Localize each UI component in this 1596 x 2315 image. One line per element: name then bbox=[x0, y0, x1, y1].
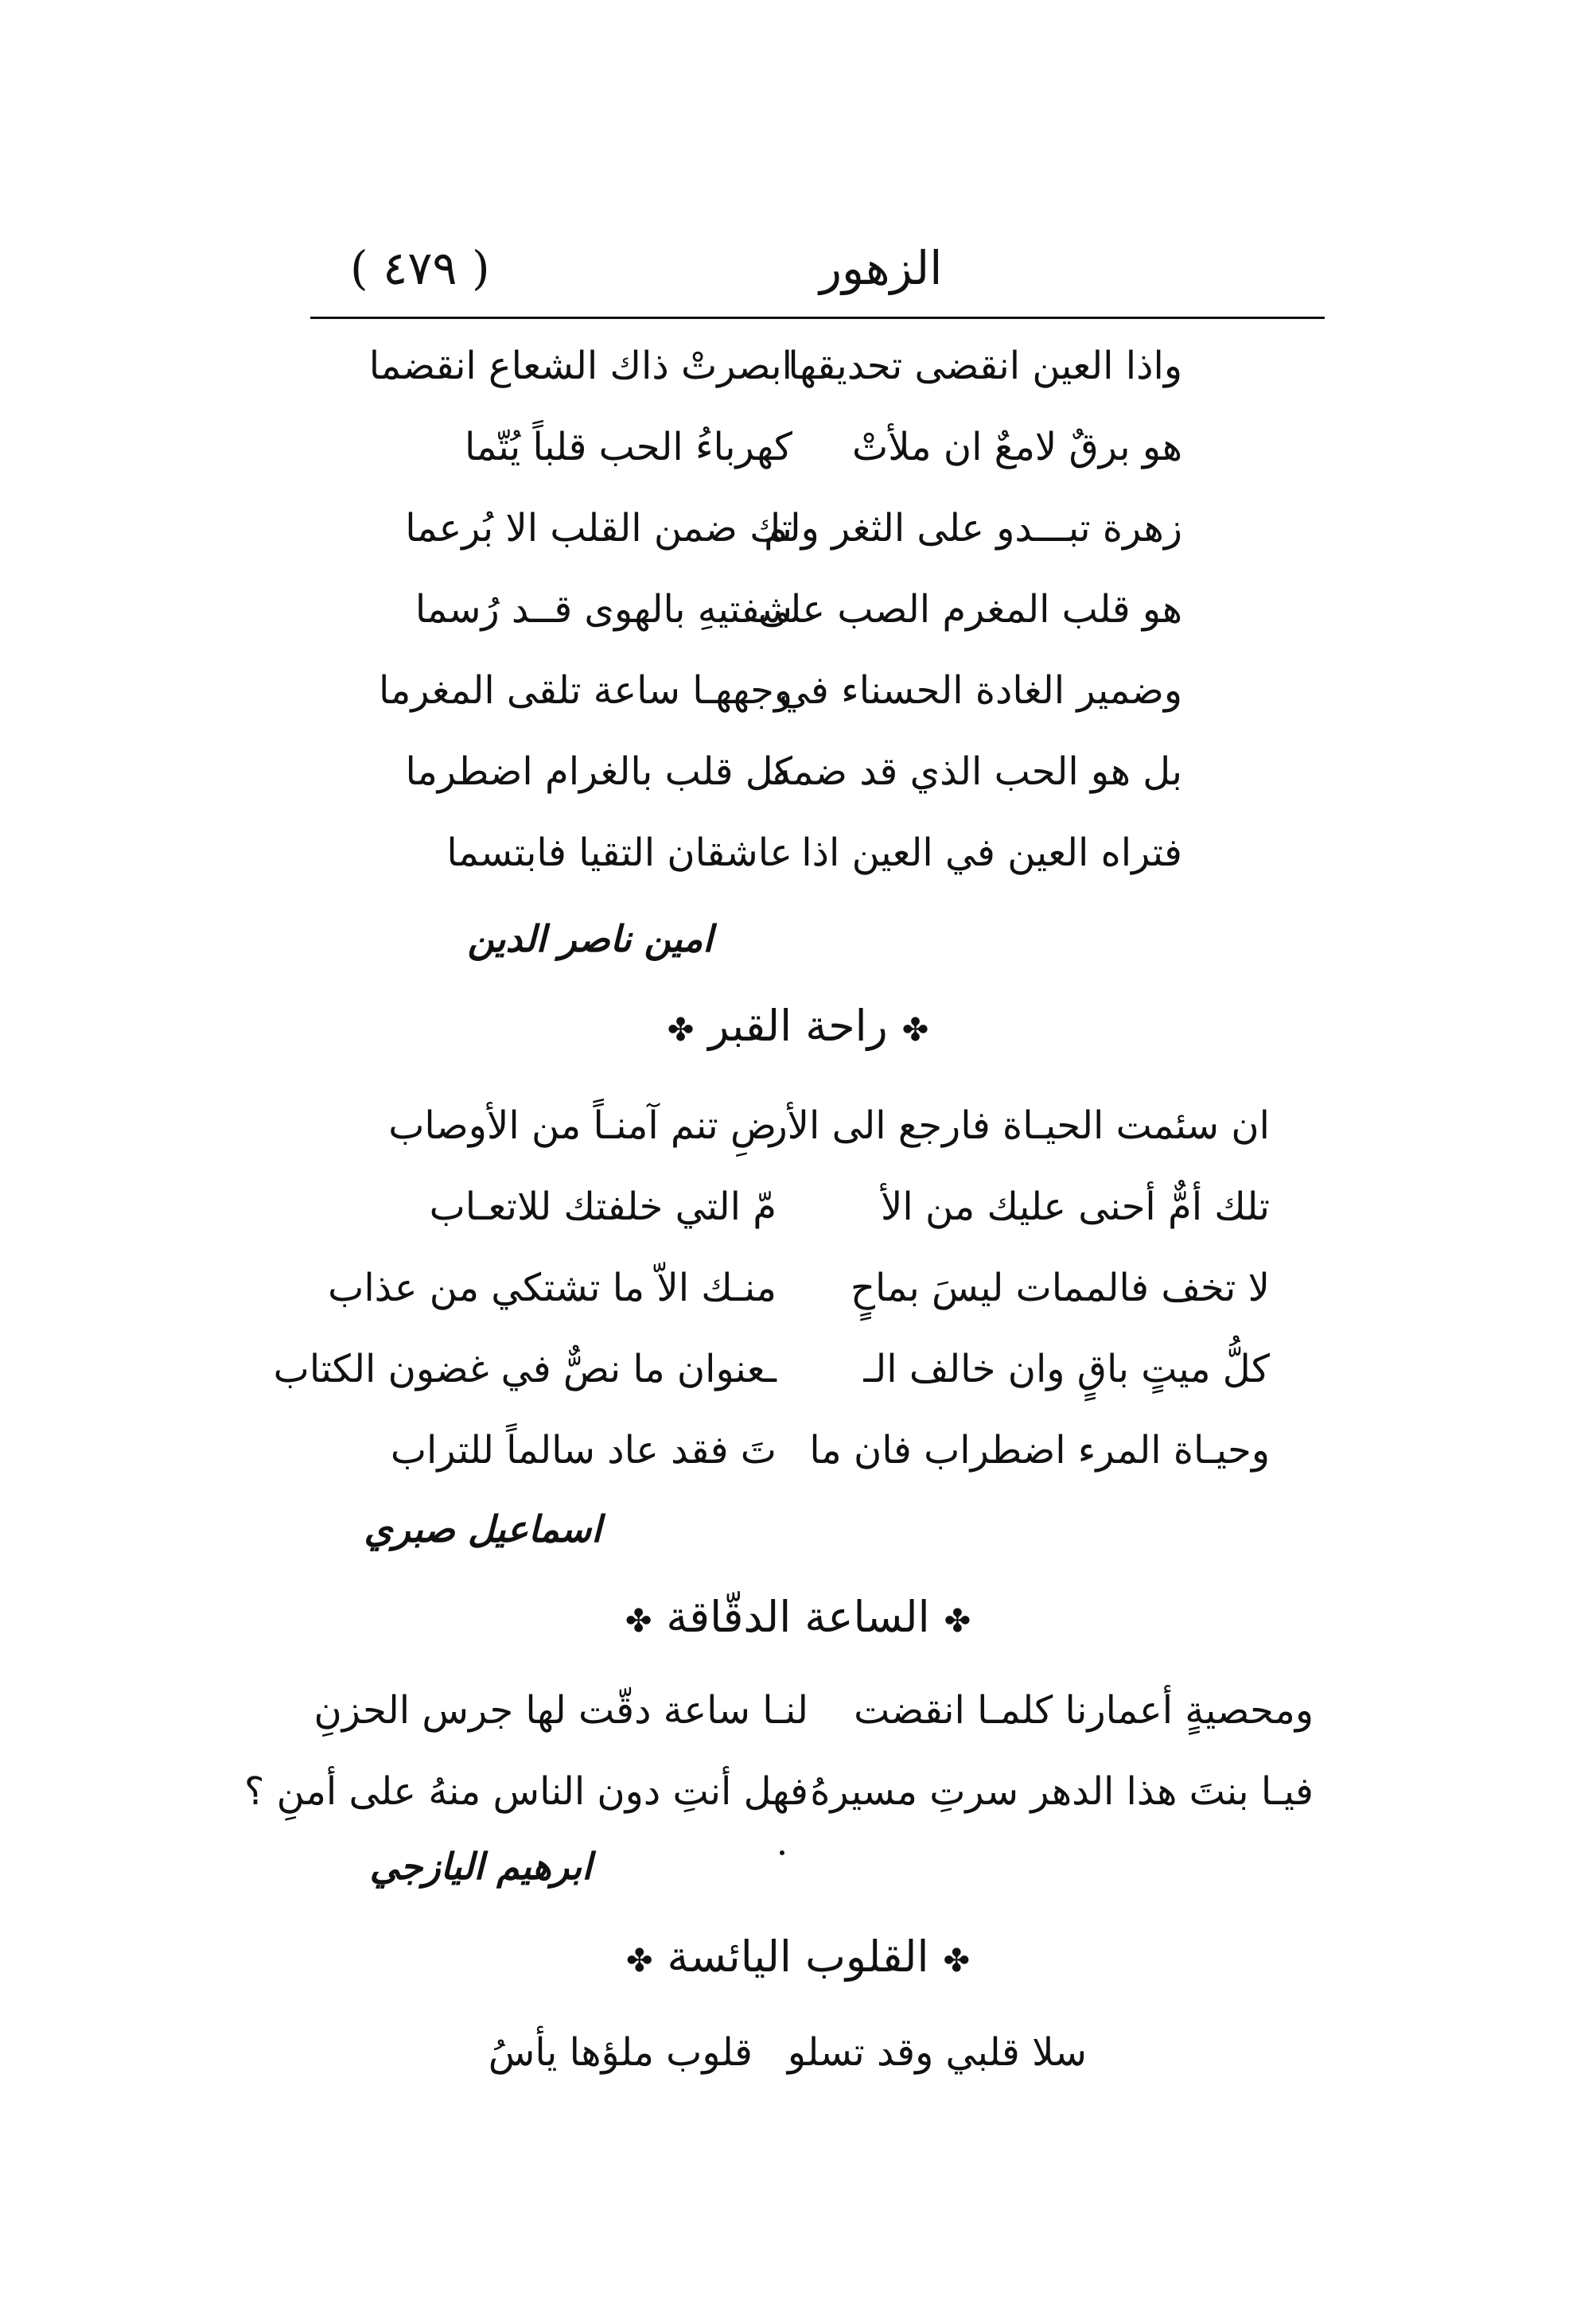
verse-1-3-left: تك ضمن القلب الا بُرعما bbox=[405, 506, 792, 551]
verse-1-4-right: هو قلب المغرم الصب على bbox=[757, 587, 1182, 632]
verse-2-3-left: منـك الاّ ما تشتكي من عذاب bbox=[328, 1266, 777, 1310]
verse-1-6-left: كل قلب بالغرام اضطرما bbox=[405, 749, 792, 794]
verse-2-4-right: كلُّ ميتٍ باقٍ وان خالف الـ bbox=[863, 1347, 1270, 1391]
verse-1-2-left: كهرباءُ الحب قلباً يُتّما bbox=[464, 425, 792, 469]
ornament-open: ✤ bbox=[901, 1012, 929, 1049]
verse-1-7-right: فتراه العين في العين اذا bbox=[801, 831, 1182, 875]
signature-1: امين ناصر الدين bbox=[467, 917, 713, 960]
poem-2-title-block bbox=[0, 990, 1596, 1066]
ornament-open: ✤ bbox=[944, 1603, 971, 1640]
ornament-close: ✤ bbox=[625, 1603, 652, 1640]
header-rule bbox=[310, 317, 1325, 319]
poem-4-title-block bbox=[0, 1921, 1596, 1997]
page-number: ( ٤٧٩ ) bbox=[350, 241, 490, 295]
poem-3-title: الساعة الدقّاقة bbox=[666, 1592, 930, 1642]
ornament-close: ✤ bbox=[626, 1943, 653, 1979]
verse-1-4-left: شفتيهِ بالهوى قــد رُسما bbox=[415, 587, 792, 632]
poem-3-title-block bbox=[0, 1582, 1596, 1657]
verse-1-5-left: وجههـا ساعة تلقى المغرما bbox=[378, 668, 792, 713]
stray-dot bbox=[780, 1850, 784, 1855]
verse-1-1-right: واذا العين انقضى تحديقها bbox=[788, 344, 1182, 388]
verse-4-1-right: سلا قلبي وقد تسلو bbox=[787, 2030, 1087, 2075]
verse-2-5-left: تَ فقد عاد سالماً للتراب bbox=[390, 1428, 777, 1473]
verse-2-1-left: ضِ تنم آمنـاً من الأوصاب bbox=[388, 1103, 777, 1148]
signature-3: ابرهيم اليازجي bbox=[369, 1845, 592, 1888]
verse-1-3-right: زهرة تبـــدو على الثغر ولم bbox=[764, 506, 1182, 551]
verse-2-4-left: ـعنوان ما نصٌّ في غضون الكتاب bbox=[273, 1347, 777, 1391]
verse-4-1-left: قلوب ملؤها يأسُ bbox=[488, 2030, 753, 2075]
verse-3-2-right: فيـا بنتَ هذا الدهر سرتِ مسيرهُ bbox=[810, 1769, 1314, 1814]
verse-2-5-right: وحيـاة المرء اضطراب فان ما bbox=[809, 1428, 1270, 1473]
poem-4-title: القلوب اليائسة bbox=[667, 1932, 929, 1982]
verse-1-5-right: وضمير الغادة الحسناء في bbox=[778, 668, 1182, 713]
verse-2-1-right: ان سئمت الحيـاة فارجع الى الأر bbox=[769, 1103, 1270, 1148]
verse-2-2-left: مّ التي خلفتك للاتعـاب bbox=[429, 1185, 777, 1229]
verse-3-1-right: ومحصيةٍ أعمارنا كلمـا انقضت bbox=[854, 1688, 1314, 1733]
ornament-close: ✤ bbox=[667, 1012, 695, 1049]
ornament-open: ✤ bbox=[943, 1943, 970, 1979]
verse-3-1-left: لنـا ساعة دقّت لها جرس الحزنِ bbox=[313, 1688, 808, 1733]
verse-1-7-left: عاشقان التقيا فابتسما bbox=[446, 831, 792, 875]
poem-2-title: راحة القبر bbox=[708, 1001, 888, 1051]
verse-1-6-right: بل هو الحب الذي قد ضمه bbox=[772, 749, 1182, 794]
running-title: الزهور bbox=[819, 241, 943, 295]
verse-1-1-left: ابصرتْ ذاك الشعاع انقضما bbox=[368, 344, 792, 388]
verse-1-2-right: هو برقٌ لامعٌ ان ملأتْ bbox=[852, 425, 1182, 469]
verse-2-3-right: لا تخف فالممات ليسَ بماحٍ bbox=[851, 1266, 1270, 1310]
verse-2-2-right: تلك أمٌّ أحنى عليك من الأ bbox=[881, 1185, 1270, 1229]
verse-3-2-left: فهل أنتِ دون الناس منهُ على أمنِ ؟ bbox=[243, 1769, 808, 1814]
signature-2: اسماعيل صبري bbox=[364, 1508, 601, 1550]
